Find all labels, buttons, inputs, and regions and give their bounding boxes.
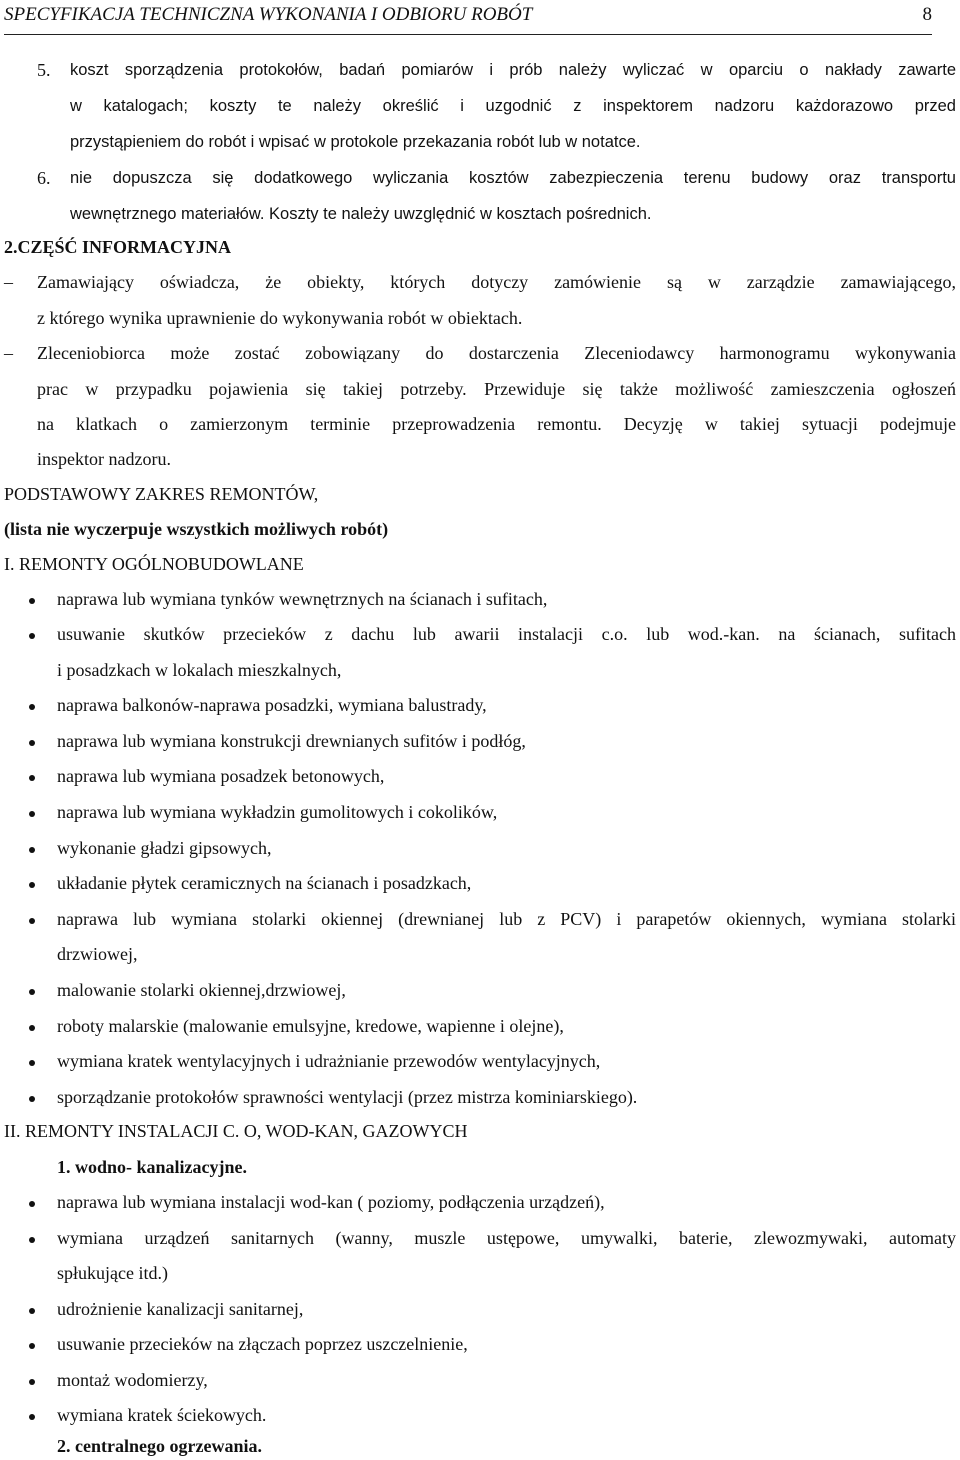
list-item: roboty malarskie (malowanie emulsyjne, kredowe, wapienne i olejne),	[57, 1016, 564, 1036]
paragraph-line: Zleceniobiorca może zostać zobowiązany do dostarczenia Zleceniodawcy harmonogramu wykonywania	[37, 343, 956, 363]
bullet-icon	[29, 775, 35, 781]
paragraph-line: koszt sporządzenia protokołów, badań pomiarów i prób należy wyliczać w oparciu o nakłady zawarte	[70, 61, 956, 79]
list-item: drzwiowej,	[57, 944, 138, 964]
list-item: spłukujące itd.)	[57, 1263, 168, 1283]
bullet-icon	[29, 989, 35, 995]
section-heading: I. REMONTY OGÓLNOBUDOWLANE	[4, 554, 304, 574]
list-marker: 6.	[37, 168, 51, 188]
page-number: 8	[922, 4, 932, 25]
paragraph-line: wewnętrznego materiałów. Koszty te należy uwzględnić w kosztach pośrednich.	[70, 205, 652, 223]
list-item: usuwanie skutków przecieków z dachu lub awarii instalacji c.o. lub wod.-kan. na ścianach, sufitach	[57, 624, 956, 644]
paragraph-line: inspektor nadzoru.	[37, 449, 171, 469]
paragraph-line: Zamawiający oświadcza, że obiekty, których dotyczy zamówienie są w zarządzie zamawiającego,	[37, 272, 956, 292]
bullet-icon	[29, 633, 35, 639]
bullet-icon	[29, 1308, 35, 1314]
list-item: naprawa lub wymiana wykładzin gumolitowych i cokolików,	[57, 802, 498, 822]
list-item: naprawa lub wymiana posadzek betonowych,	[57, 766, 385, 786]
bullet-icon	[29, 740, 35, 746]
scope-subheading: (lista nie wyczerpuje wszystkich możliwych robót)	[4, 519, 389, 539]
bullet-icon	[29, 1379, 35, 1385]
list-item: naprawa balkonów-naprawa posadzki, wymiana balustrady,	[57, 695, 487, 715]
bullet-icon	[29, 1414, 35, 1420]
subsection-heading: 2. centralnego ogrzewania.	[57, 1436, 262, 1456]
paragraph-line: nie dopuszcza się dodatkowego wyliczania kosztów zabezpieczenia terenu budowy oraz transportu	[70, 169, 956, 187]
dash-marker: –	[4, 343, 13, 363]
dash-marker: –	[4, 272, 13, 292]
list-item: naprawa lub wymiana tynków wewnętrznych na ścianach i sufitach,	[57, 589, 548, 609]
bullet-icon	[29, 598, 35, 604]
list-item: i posadzkach w lokalach mieszkalnych,	[57, 660, 342, 680]
bullet-icon	[29, 1343, 35, 1349]
paragraph-line: z którego wynika uprawnienie do wykonywania robót w obiektach.	[37, 308, 523, 328]
header-title: SPECYFIKACJA TECHNICZNA WYKONANIA I ODBIORU ROBÓT	[4, 4, 533, 25]
page-header	[4, 0, 932, 35]
bullet-icon	[29, 918, 35, 924]
list-item: naprawa lub wymiana stolarki okiennej (drewnianej lub z PCV) i parapetów okiennych, wymiana stolarki	[57, 909, 956, 929]
list-item: wymiana urządzeń sanitarnych (wanny, muszle ustępowe, umywalki, baterie, zlewozmywaki, automaty	[57, 1228, 956, 1248]
paragraph-line: prac w przypadku pojawienia się takiej potrzeby. Przewiduje się także możliwość zamieszczenia ogłoszeń	[37, 379, 956, 399]
paragraph-line: przystąpieniem do robót i wpisać w protokole przekazania robót lub w notatce.	[70, 133, 641, 151]
list-item: naprawa lub wymiana konstrukcji drewnianych sufitów i podłóg,	[57, 731, 526, 751]
paragraph-line: w katalogach; koszty te należy określić i uzgodnić z inspektorem nadzoru każdorazowo przed	[70, 97, 956, 115]
list-marker: 5.	[37, 60, 51, 80]
bullet-icon	[29, 1237, 35, 1243]
bullet-icon	[29, 882, 35, 888]
list-item: wymiana kratek ściekowych.	[57, 1405, 267, 1425]
list-item: sporządzanie protokołów sprawności wentylacji (przez mistrza kominiarskiego).	[57, 1087, 638, 1107]
bullet-icon	[29, 1025, 35, 1031]
section-heading: II. REMONTY INSTALACJI C. O, WOD-KAN, GAZOWYCH	[4, 1121, 468, 1141]
list-item: malowanie stolarki okiennej,drzwiowej,	[57, 980, 346, 1000]
bullet-icon	[29, 847, 35, 853]
list-item: wymiana kratek wentylacyjnych i udrażnianie przewodów wentylacyjnych,	[57, 1051, 601, 1071]
bullet-icon	[29, 1201, 35, 1207]
list-item: układanie płytek ceramicznych na ścianach i posadzkach,	[57, 873, 472, 893]
bullet-icon	[29, 704, 35, 710]
list-item: wykonanie gładzi gipsowych,	[57, 838, 272, 858]
bullet-icon	[29, 811, 35, 817]
list-item: montaż wodomierzy,	[57, 1370, 208, 1390]
scope-heading: PODSTAWOWY ZAKRES REMONTÓW,	[4, 484, 319, 504]
subsection-heading: 1. wodno- kanalizacyjne.	[57, 1157, 248, 1177]
section-heading: 2.CZĘŚĆ INFORMACYJNA	[4, 237, 232, 257]
paragraph-line: na klatkach o zamierzonym terminie przeprowadzenia remontu. Decyzję w takiej sytuacji podejmuje	[37, 414, 956, 434]
list-item: naprawa lub wymiana instalacji wod-kan ( poziomy, podłączenia urządzeń),	[57, 1192, 605, 1212]
bullet-icon	[29, 1060, 35, 1066]
list-item: udrożnienie kanalizacji sanitarnej,	[57, 1299, 304, 1319]
list-item: usuwanie przecieków na złączach poprzez uszczelnienie,	[57, 1334, 468, 1354]
bullet-icon	[29, 1096, 35, 1102]
